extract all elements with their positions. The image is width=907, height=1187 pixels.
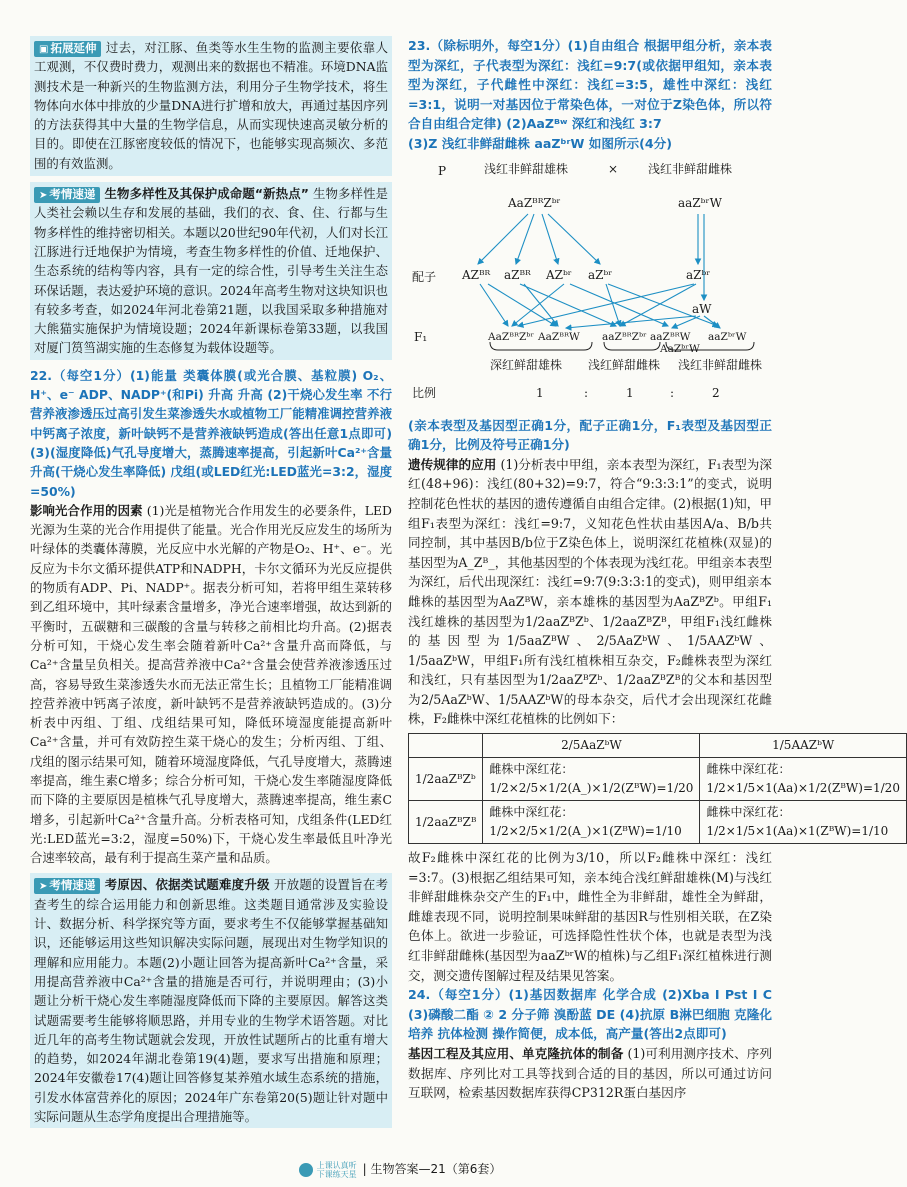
send-icon: ➤ [39, 190, 48, 202]
q22-analysis [30, 501, 392, 868]
q24-text: (1)可利用测序技术、序列数据库、序列比对工具等找到合适的目的基因，所以可通过访问互联网，检索基因数据库获得CP312R蛋白基因序 [408, 1046, 772, 1101]
table-header: 2/5AaZᵇW [483, 734, 700, 758]
exam-info-text: 生物多样性是人类社会赖以生存和发展的基础，我们的衣、食、住、行都与生物多样性的维持密切相关。本题以20世纪90年代初，人们对长江江豚进行迁地保护为情境，考查生物多样性的价值、迁地保护、生态系统的结构等内容，具有一定的综合性，引导考生关注生态环保话题，表达爱护环境的意识。2024年高考生物对这块知识也有较多考查，如2024年河北卷第21题，以我国采取多种措施对大熊猫实施保护为情境设题；2024年新课标卷第33题，以我国对厦门筼筜湖实施的生态修复为载体设题等。 [34, 186, 388, 356]
ratio-colon-1: : [584, 385, 589, 400]
f1-phenotype-mid: 浅红鲜甜雌株 [588, 357, 661, 372]
cross-symbol: × [608, 161, 619, 176]
f1-genotype-3: aaZᴮᴿZᵇʳ [602, 330, 647, 343]
exam-info-box-2 [30, 873, 392, 1128]
ratio-label: 比例 [412, 385, 437, 400]
extension-text: 过去，对江豚、鱼类等水生生物的监测主要依靠人工观测，不仅费时费力，观测出来的数据也不精准。环境DNA监测技术是一种新兴的生物监测方法，利用分子生物学技术，将生物体向水体中排放的少量DNA进行扩增和放大，再通过基因序列的方法获得其中大量的生物学信息，从而实现快速高灵敏分析的目的。即使在江豚密度较低的情况下，也能够实现高频次、多范围的有效监测。 [34, 40, 388, 171]
exam-info-tag-2: ➤ 考情速递 [34, 878, 100, 894]
q22-answer: 22.（每空1分）(1)能量 类囊体膜(或光合膜、基粒膜) O₂、H⁺、e⁻ ADP、NADP⁺(和Pi) 升高 升高 (2)干烧心发生率 不行 营养液渗透压过高引发生菜渗透失水或植物工厂能精准调控营养液中钙离子浓度，新叶缺钙不是营养液缺钙造成(答出任意1点即可) (3)(湿度降低)气孔导度增大，蒸腾速率提高，引起新叶Ca²⁺含量升高(干烧心发生率降低) 戊组(或LED红光:LED蓝光=3:2，湿度=50%) [30, 367, 392, 499]
parent-label: P [438, 163, 447, 178]
ratio-2: 1 [626, 385, 634, 400]
left-column [30, 36, 392, 1128]
parent-left-phenotype: 浅红非鲜甜雄株 [484, 161, 569, 176]
q23-answer: 23.（除标明外，每空1分）(1)自由组合 根据甲组分析，亲本表型为深红，子代表型为深红：浅红=9:7(或依据甲组知，亲本表型为深红，子代雌性中深红：浅红=3:5，雄性中深红：浅红=3:1，说明一对基因位于常染色体，一对位于Z染色体，所以符合自由组合定律) (2)AaZᴮʷ 深红和浅红 3:7 [408, 38, 772, 132]
q23-subtitle: 遗传规律的应用 [408, 456, 497, 472]
exam-info-box-1 [30, 182, 392, 360]
table-corner [409, 734, 483, 758]
gamete-6: aW [692, 301, 712, 316]
gamete-5: aZᵇʳ [686, 267, 711, 282]
book-icon: ▣ [39, 44, 49, 55]
genetic-cross-diagram [408, 156, 772, 414]
send-icon: ➤ [39, 881, 48, 893]
q22-text: (1)光是植物光合作用发生的必要条件，LED光源为生菜的光合作用提供了能量。光合作用光反应发生的场所为叶绿体的类囊体薄膜，光反应中水光解的产物是O₂、H⁺、e⁻。光反应为卡尔文循环提供ATP和NADPH，卡尔文循环为光反应提供的物质有ADP、Pi、NADP⁺。据表分析可知，若将甲组生菜转移到乙组环境中，其叶绿素含量增多，净光合速率增强，故达到新的平衡时，五碳糖和三碳酸的含量与转移之前相比均升高。(2)据表分析可知，干烧心发生率会随着新叶Ca²⁺含量升高而降低，与Ca²⁺含量呈负相关。提高营养液中Ca²⁺含量会使营养液渗透压过高，容易导致生菜渗透失水而无法正常生长；且植物工厂能精准调控营养液中钙离子浓度，新叶缺钙不是营养液缺钙造成的。(3)分析表中丙组、丁组、戊组结果可知，降低环境湿度能提高新叶Ca²⁺含量，并可有效防控生菜干烧心的发生；分析丙组、丁组、戊组的图示结果可知，随着环境湿度降低，气孔导度增大，蒸腾速率提高，维生素C增多；综合分析可知，干烧心发生率随湿度降低而下降的主要原因是植株气孔导度增大，蒸腾速率提高，维生素C增多，引起新叶Ca²⁺含量升高。分析表格可知，戊组条件(LED红光:LED蓝光=3:2，湿度=50%)下，干烧心发生率最低且叶净光合速率较高，最有利于提高生菜产量和品质。 [30, 502, 392, 866]
table-row-label: 1/2aaZᴮZᵇ [409, 758, 483, 801]
q23-analysis [408, 455, 772, 729]
q24-answer: 24.（每空1分）(1)基因数据库 化学合成 (2)Xba I Pst I C (3)磷酸二酯 ② 2 分子筛 溴酚蓝 DE (4)抗原 B淋巴细胞 克隆化培养 抗体检测 操作简便，成本低，高产量(答出2点即可) [408, 987, 772, 1042]
table-cell: 雌株中深红花：1/2×2/5×1/2(A_)×1/2(ZᴮW)=1/20 [483, 758, 700, 801]
parent-left-genotype: AaZᴮᴿZᵇʳ [508, 195, 561, 210]
q23-part3: (3)Z 浅红非鲜甜雌株 aaZᵇʳW 如图所示(4分) [408, 135, 672, 151]
table-header-row [409, 734, 907, 758]
exam-info-text-2: 开放题的设置旨在考查考生的综合运用能力和创新思维。这类题目通常涉及实验设计、数据分析、科学探究等方面，要求考生不仅能够掌握基础知识，还能够运用这些知识解决实际问题，展现出对生物学知识的理解和应用能力。本题(2)小题让回答为提高新叶Ca²⁺含量，采用提高营养液中Ca²⁺含量的措施是否可行，并说明理由；(3)小题让分析干烧心发生率随湿度降低而下降的主要原因。解答这类试题需要考生能够将顺思路，并用专业的生物学术语答题。对比近几年的高考生物试题就会发现，开放性试题所占的比重有增大的趋势，如2024年湖北卷第19(4)题，要求写出措施和原理；2024年安徽卷17(4)题让回答修复某养殖水域生态系统的措施，引发水体富营养化的原因；2024年广东卷第20(5)题让针对题中实际问题从生态学角度提出合理措施等。 [34, 877, 389, 1125]
gamete-1: AZᴮᴿ [462, 267, 491, 282]
gamete-4: aZᵇʳ [588, 267, 613, 282]
f1-genotype-4: aaZᴮᴿW [650, 330, 691, 343]
table-row [409, 801, 907, 844]
ratio-table [408, 733, 907, 844]
table-header: 1/5AAZᵇW [700, 734, 907, 758]
table-cell: 雌株中深红花：1/2×2/5×1/2(A_)×1(ZᴮW)=1/10 [483, 801, 700, 844]
q24-analysis [408, 1044, 772, 1103]
exam-info-tag: ➤ 考情速递 [34, 187, 100, 203]
gamete-3: AZᵇʳ [546, 267, 572, 282]
logo-icon [299, 1163, 313, 1177]
table-row [409, 758, 907, 801]
brand-slogan: 上课认真听 下课练天星 [316, 1160, 357, 1179]
f1-phenotype-right: 浅红非鲜甜雌株 [678, 357, 763, 372]
gamete-2: aZᴮᴿ [504, 267, 531, 282]
page-number: 生物答案—21（第6套） [370, 1162, 502, 1176]
extension-tag: ▣ 拓展延伸 [34, 41, 101, 57]
f1-genotype-1: AaZᴮᴿZᵇʳ [488, 330, 535, 343]
ratio-colon-2: : [670, 385, 675, 400]
parent-right-phenotype: 浅红非鲜甜雌株 [648, 161, 733, 176]
ratio-1: 1 [536, 385, 544, 400]
q22-subtitle: 影响光合作用的因素 [30, 502, 143, 518]
q23-scoring: (亲本表型及基因型正确1分，配子正确1分，F₁表型及基因型正确1分，比例及符号正确1分) [408, 417, 772, 453]
extension-box [30, 36, 392, 176]
q24-subtitle: 基因工程及其应用、单克隆抗体的制备 [408, 1046, 624, 1061]
page-footer: 上课认真听 下课练天星 | 生物答案—21（第6套） [0, 1160, 800, 1179]
f1-genotype-5: AaZᵇʳW [660, 342, 700, 355]
f1-label: F₁ [414, 329, 428, 344]
q23-text-1: (1)分析表中甲组，亲本表型为深红，F₁表型为深红(48+96)：浅红(80+32)=9:7，符合“9:3:3:1”的变式，说明控制花色性状的基因的遗传遵循自由组合定律。(2)根据(1)知，甲组F₁表型为深红：浅红=9:7，义知花色性状由基因A/a、B/b共同控制，其中基因B/b位于Z染色体上，说明深红花植株(双显)的基因型为A_Zᴮ_，其他基因型的个体表现为浅红花。甲组亲本表型为深红，后代出现深红：浅红=9:7(9:3:3:1的变式)，则甲组亲本雌株的基因型为AaZᴮW，亲本雄株的基因型为AaZᴮZᵇ。甲组F₁浅红雄株的基因型为1/2aaZᴮZᵇ、1/2aaZᴮZᴮ，甲组F₁浅红雌株的基因型为1/5aaZᴮW、2/5AaZᵇW、1/5AAZᵇW、1/5aaZᵇW，甲组F₁所有浅红植株相互杂交，F₂雌株表型为深红和浅红，只有基因型为1/2aaZᴮZᵇ、1/2aaZᴮZᴮ的父本和基因型为2/5AaZᵇW、1/5AAZᵇW的母本杂交，后代才会出现深红花雌株，F₂雌株中深红花植株的比例如下： [408, 456, 772, 727]
parent-right-genotype: aaZᵇʳW [678, 195, 722, 210]
f1-genotype-2: AaZᴮᴿW [538, 330, 580, 343]
exam-info-title: 生物多样性及其保护成命题“新热点” [104, 186, 309, 202]
exam-info-title-2: 考原因、依据类试题难度升级 [104, 877, 270, 893]
gamete-label: 配子 [412, 269, 437, 284]
ratio-3: 2 [712, 385, 720, 400]
q23-text-2: 故F₂雌株中深红花的比例为3/10，所以F₂雌株中深红：浅红=3:7。(3)根据乙组结果可知，亲本纯合浅红鲜甜雄株(M)与浅红非鲜甜雌株杂交产生的F₁中，雌性全为非鲜甜，雄性全为鲜甜，雌雄表现不同，说明控制果味鲜甜的基因R与性别相关联，在Z染色体上。欲进一步验证，可选择隐性性状个体，也就是表型为浅红非鲜甜雌株(基因型为aaZᵇʳW的植株)与乙组F₁深红植株进行测交，测交遗传图解过程及结果见答案。 [408, 850, 772, 983]
table-row-label: 1/2aaZᴮZᴮ [409, 801, 483, 844]
f1-phenotype-left: 深红鲜甜雄株 [490, 357, 563, 372]
question-22 [30, 366, 392, 868]
table-cell: 雌株中深红花：1/2×1/5×1(Aa)×1/2(ZᴮW)=1/20 [700, 758, 907, 801]
right-column [408, 36, 900, 1103]
f1-genotype-6: aaZᵇʳW [708, 330, 747, 343]
table-cell: 雌株中深红花：1/2×1/5×1(Aa)×1(ZᴮW)=1/10 [700, 801, 907, 844]
